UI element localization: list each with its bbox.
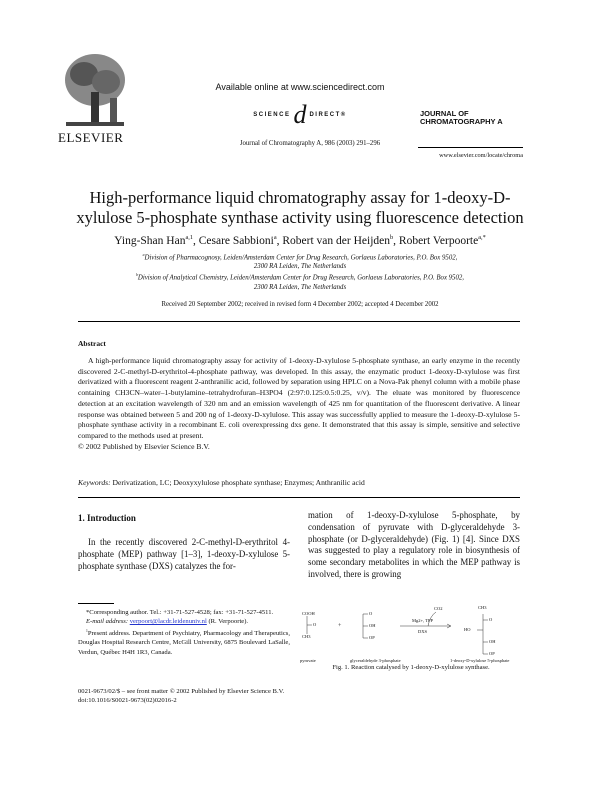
fig-text: O <box>489 617 493 622</box>
fig-text: CO2 <box>434 606 443 611</box>
fig-text: + <box>338 623 342 629</box>
sd-at: d <box>293 100 307 129</box>
fig-text: CH3 <box>302 634 311 639</box>
sd-left: SCIENCE <box>253 112 291 118</box>
journal-citation: Journal of Chromatography A, 986 (2003) 291–296 <box>239 140 381 147</box>
sd-right: DIRECT® <box>309 112 347 118</box>
sciencedirect-logo <box>205 100 395 130</box>
section-heading: 1. Introduction <box>78 513 136 523</box>
fig-text: OH <box>369 623 376 628</box>
reaction-figure <box>300 604 522 664</box>
journal-line1: JOURNAL OF <box>420 109 469 118</box>
email-link[interactable]: verpoort@lacdr.leidenuniv.nl <box>129 618 207 626</box>
affiliation-line: 2300 RA Leiden, The Netherlands <box>253 263 347 271</box>
journal-url[interactable]: www.elsevier.com/locate/chroma <box>439 152 523 159</box>
author: Robert van der Heijden <box>282 234 390 247</box>
fig-text: OP <box>489 651 495 656</box>
copyright: © 2002 Published by Elsevier Science B.V. <box>78 441 210 451</box>
fig-text: OH <box>489 639 496 644</box>
intro-left-column: In the recently discovered 2-C-methyl-D-erythritol 4-phosphate (MEP) pathway [1–3], 1-deoxy-D-xylulose 5-phosphate synthase (DXS) catalyzes the for- <box>78 537 290 571</box>
present-address: Present address. Department of Psychiatry, Pharmacology and Therapeutics, Douglas Hospital Research Centre, McGill University, 6875 Boulevard LaSalle, Verdun, Québec H4H 1R3, Canada. <box>78 630 290 656</box>
email-label: E-mail address: <box>86 618 129 626</box>
journal-line2: CHROMATOGRAPHY A <box>420 117 503 126</box>
fig-label: 1-deoxy-D-xylulose 5-phosphate <box>450 658 510 663</box>
fig-label: pyruvate <box>300 658 316 663</box>
available-online: Available online at www.sciencedirect.com <box>215 82 385 92</box>
author-sup: a,* <box>478 234 486 241</box>
journal-name <box>420 110 503 126</box>
keywords-label: Keywords: <box>78 478 111 487</box>
email-suffix: (R. Verpoorte). <box>208 618 249 626</box>
affiliation-line: 2300 RA Leiden, The Netherlands <box>253 283 347 291</box>
author: Robert Verpoorte <box>398 234 479 247</box>
title-line2: xylulose 5-phosphate synthase activity using fluorescence detection <box>76 208 524 227</box>
publisher-name: ELSEVIER <box>58 130 124 145</box>
footnote-rule <box>78 603 114 604</box>
affiliations <box>60 251 540 292</box>
fig-text: HO <box>464 627 471 632</box>
fig-text: O <box>313 622 317 627</box>
doi: doi:10.1016/S0021-9673(02)02016-2 <box>78 697 177 705</box>
abstract-text: A high-performance liquid chromatography assay for activity of 1-deoxy-D-xylulose 5-phosphate synthase, an early enzyme in the recently discovered 2-C-methyl-D-erythritol-4-phosphate pathway, was developed. In this assay, the enzymatic product 1-deoxy-D-xylulose was first derivatized with a fluorescent reagent 2-anthranilic acid, followed by separation using HPLC on a Nova-Pak phenyl column with a mobile phase containing CH3CN–water–1-butylamine–tetrahydrofuran–H3PO4 (2:97:0.125:0.5:0.25, v/v). The eluate was monitored by fluorescence detection at an excitation wavelength of 320 nm and an emission wavelength of 425 nm for quantitation of the fluorescent derivative. A linear response was obtained between 5 and 200 ng of 1-deoxy-D-xylulose. This assay was successfully applied to measure the 1-deoxy-D-xylulose 5-phosphate synthase activity in a recombinant E. coli overexpressing dxs gene. It demonstrated that this assay is simple, sensitive and selective compared to the methods used at present. <box>78 356 520 440</box>
author-sup: a,1 <box>185 234 193 241</box>
author: Cesare Sabbioni <box>198 234 274 247</box>
intro-right-column: mation of 1-deoxy-D-xylulose 5-phosphate, by condensation of pyruvate with D-glyceraldehyde 3-phosphate (or D-glyceraldehyde) (Fig. 1) [4]. Since DXS was suggested to play a regulatory role in biosynthesis of some secondary metabolites in which the MEP pathway is involved, there is growing <box>308 510 520 579</box>
aff-sup: a <box>142 253 145 257</box>
affiliation-line: Division of Pharmacognosy, Leiden/Amsterdam Center for Drug Research, Gorlaeus Laboratories, P.O. Box 9502, <box>144 254 458 262</box>
author: Ying-Shan Han <box>114 234 186 247</box>
issn: 0021-9673/02/$ – see front matter © 2002 Published by Elsevier Science B.V. <box>78 688 285 695</box>
divider <box>78 321 520 322</box>
fig-text: O <box>369 611 373 616</box>
elsevier-tree-logo <box>62 52 128 128</box>
paper-title <box>60 188 540 228</box>
fig-text: Mg2+, TPP <box>412 618 433 623</box>
author-list: Ying-Shan Han$^{a,1}$, Cesare Sabbioni$^a$, Robert van der Heijden$^b$, Robert Verpoorte$^{a,*}$ <box>114 234 486 247</box>
footnotes: *Corresponding author. Tel.: +31-71-527-4528; fax: +31-71-527-4511. E-mail address: verpoort@lacdr.leidenuniv.nl (R. Verpoorte). $^1$Present address. Department of Psychiatry, Pharmacology and Therapeutics, Douglas Hospital Research Centre, McGill University, 6875 Boulevard LaSalle, Verdun, Québec H4H 1R3, Canada. <box>78 609 290 656</box>
fig-label: glyceraldehyde 3-phosphate <box>350 658 401 663</box>
affiliation-line: Division of Analytical Chemistry, Leiden/Amsterdam Center for Drug Research, Gorlaeus Laboratories, P.O. Box 9502, <box>137 274 464 282</box>
received-dates: Received 20 September 2002; received in revised form 4 December 2002; accepted 4 December 2002 <box>161 301 439 308</box>
abstract <box>78 356 520 452</box>
abstract-heading: Abstract <box>78 339 106 348</box>
fig-text: CH3 <box>478 605 487 610</box>
keywords <box>78 478 365 487</box>
author-sup: a <box>273 234 277 241</box>
corresponding-author: *Corresponding author. Tel.: +31-71-527-4528; fax: +31-71-527-4511. <box>86 609 274 616</box>
aff-sup: b <box>136 273 138 278</box>
title-line1: High-performance liquid chromatography assay for 1-deoxy-D- <box>89 188 511 207</box>
fig-text: DXS <box>418 629 428 634</box>
fig-text: COOH <box>302 611 315 616</box>
author-sup: b <box>390 234 394 241</box>
front-matter <box>78 687 284 706</box>
journal-rule <box>418 147 523 148</box>
fig-text: OP <box>369 635 375 640</box>
keywords-text: Derivatization, LC; Deoxyxylulose phosphate synthase; Enzymes; Anthranilic acid <box>112 478 365 487</box>
figure-caption: Fig. 1. Reaction catalysed by 1-deoxy-D-xylulose synthase. <box>332 664 490 671</box>
divider <box>78 497 520 498</box>
